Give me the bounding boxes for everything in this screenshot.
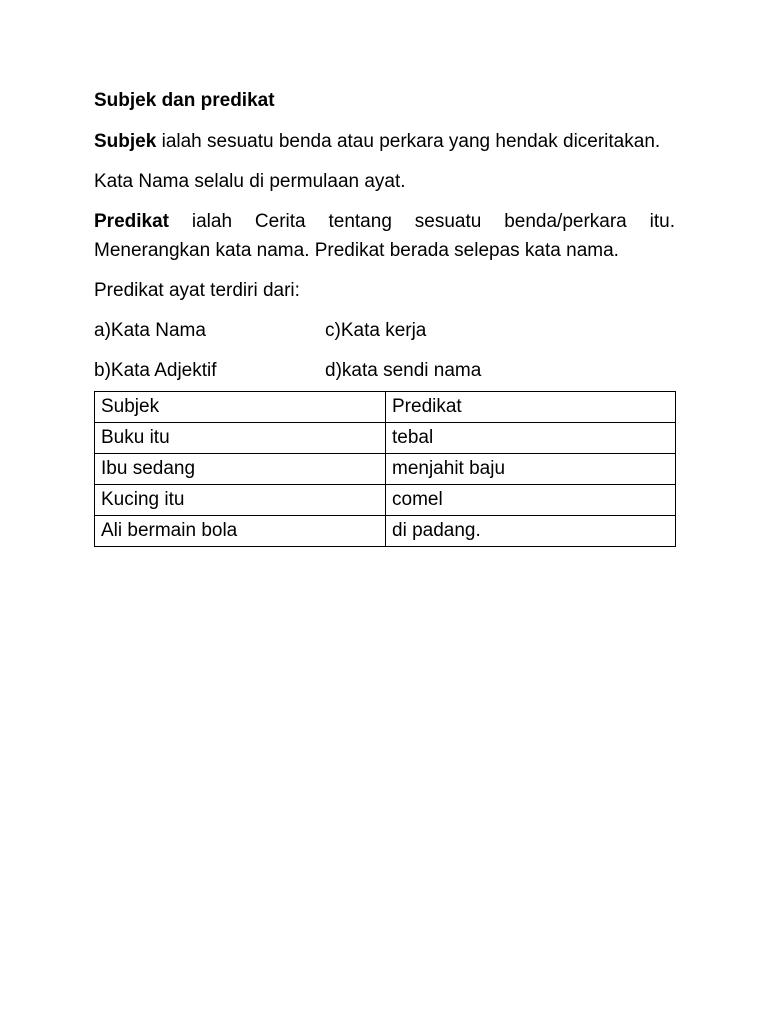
predikat-definition-text: ialah Cerita tentang sesuatu benda/perkara itu. Menerangkan kata nama. Predikat berada selepas kata nama. <box>94 211 675 261</box>
table-row <box>95 516 676 547</box>
table-row <box>95 423 676 454</box>
table-header-row <box>95 392 676 423</box>
table-cell-subjek: Ibu sedang <box>95 454 386 485</box>
list-item-b: b)Kata Adjektif <box>94 360 217 381</box>
table-cell-predikat: tebal <box>386 423 676 454</box>
table-header-subjek: Subjek <box>95 392 386 423</box>
predikat-list-row-1 <box>94 316 675 345</box>
table-cell-predikat: comel <box>386 485 676 516</box>
list-item-c: c)Kata kerja <box>325 320 427 341</box>
predikat-term: Predikat <box>94 211 169 232</box>
kata-nama-note: Kata Nama selalu di permulaan ayat. <box>94 171 406 192</box>
document-title: Subjek dan predikat <box>94 90 275 111</box>
list-item-a: a)Kata Nama <box>94 320 206 341</box>
predikat-definition <box>94 207 675 265</box>
subjek-predikat-table <box>94 391 676 547</box>
subjek-definition <box>94 127 675 156</box>
table-cell-predikat: menjahit baju <box>386 454 676 485</box>
table-header-predikat: Predikat <box>386 392 676 423</box>
document-page <box>94 86 675 547</box>
table-cell-subjek: Ali bermain bola <box>95 516 386 547</box>
table-row <box>95 485 676 516</box>
predikat-list-intro: Predikat ayat terdiri dari: <box>94 280 300 301</box>
predikat-list-row-2 <box>94 356 675 385</box>
table-cell-subjek: Kucing itu <box>95 485 386 516</box>
subjek-definition-text: ialah sesuatu benda atau perkara yang hendak diceritakan. <box>156 131 661 152</box>
table-cell-predikat: di padang. <box>386 516 676 547</box>
table-row <box>95 454 676 485</box>
subjek-term: Subjek <box>94 131 157 152</box>
list-item-d: d)kata sendi nama <box>325 360 482 381</box>
table-cell-subjek: Buku itu <box>95 423 386 454</box>
